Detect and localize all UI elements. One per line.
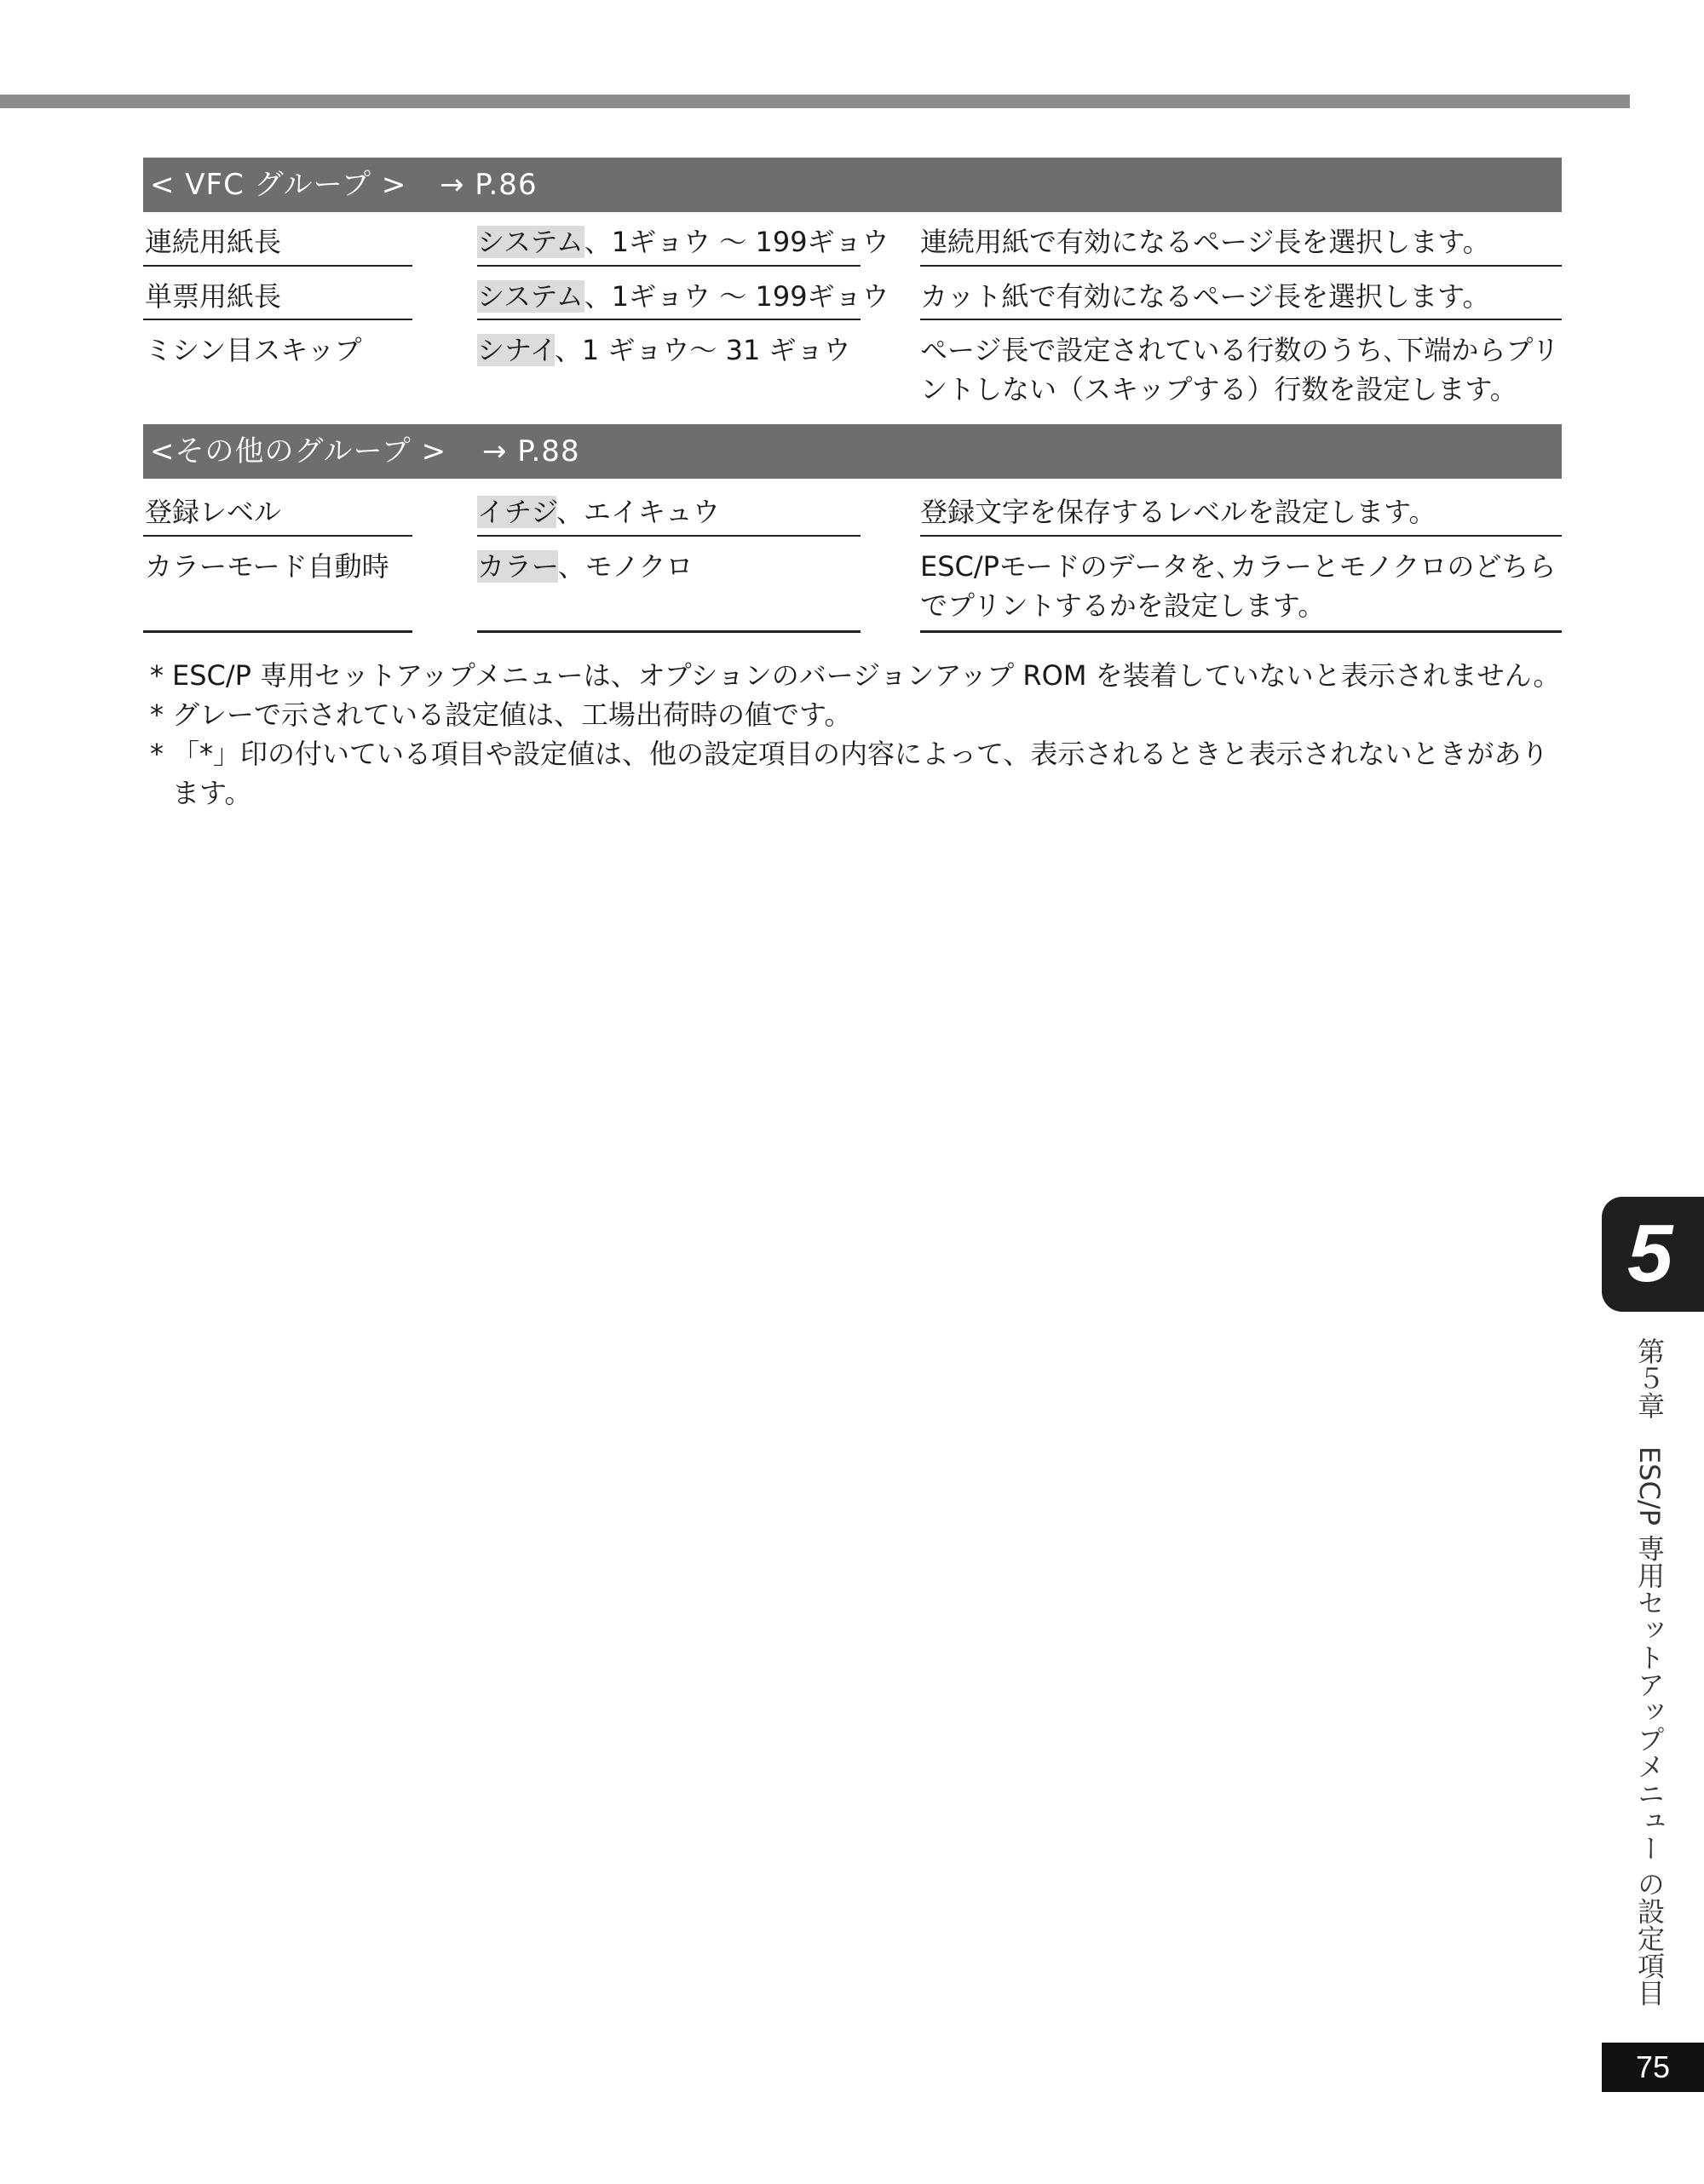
chapter-title: 第５章 ESC/P 専用セットアップメニュー の設定項目 bbox=[1633, 1337, 1666, 2007]
row-rule bbox=[143, 630, 412, 633]
row-rule bbox=[143, 535, 412, 537]
row-rule bbox=[477, 319, 861, 320]
setting-name: 単票用紙長 bbox=[145, 280, 282, 313]
footnote bbox=[147, 695, 1565, 734]
section-page-ref: → P.88 bbox=[482, 434, 580, 468]
chapter-tab bbox=[1602, 1197, 1704, 1312]
footnote-text: グレーで示されている設定値は、工場出荷時の値です。 bbox=[172, 698, 852, 731]
row-rule bbox=[920, 319, 1562, 320]
setting-name: ミシン目スキップ bbox=[145, 334, 362, 366]
section-title: < VFC グループ > bbox=[150, 168, 407, 202]
default-value: シナイ bbox=[477, 334, 555, 366]
chapter-number: 5 bbox=[1627, 1208, 1673, 1299]
row-rule bbox=[143, 319, 412, 320]
setting-values bbox=[477, 547, 693, 586]
row-rule bbox=[477, 265, 861, 267]
footnote-mark: * bbox=[150, 698, 164, 731]
row-rule bbox=[920, 535, 1562, 537]
setting-name: 登録レベル bbox=[145, 496, 282, 528]
footnote-text: 「*」印の付いている項目や設定値は、他の設定項目の内容によって、表示されるときと表示されないときがあります。 bbox=[172, 738, 1549, 809]
setting-name: 連続用紙長 bbox=[145, 226, 282, 258]
setting-description: 登録文字を保存するレベルを設定します。 bbox=[920, 496, 1436, 528]
other-values: 、1ギョウ ～ 199ギョウ bbox=[584, 226, 889, 258]
setting-description: 連続用紙で有効になるページ長を選択します。 bbox=[920, 226, 1490, 258]
setting-values bbox=[477, 330, 851, 370]
footnote-mark: * bbox=[150, 738, 164, 770]
footnote bbox=[147, 656, 1565, 695]
row-rule bbox=[477, 535, 861, 537]
setting-values bbox=[477, 222, 889, 262]
row-rule bbox=[920, 265, 1562, 267]
top-rule bbox=[0, 95, 1630, 108]
other-values: 、エイキュウ bbox=[556, 496, 720, 528]
setting-values bbox=[477, 492, 720, 532]
setting-description: ページ長で設定されている行数のうち､下端からプリントしない（スキップする）行数を設定します。 bbox=[920, 334, 1560, 405]
other-values: 、モノクロ bbox=[557, 550, 694, 583]
row-rule bbox=[477, 630, 861, 633]
section-page-ref: → P.86 bbox=[440, 168, 538, 202]
setting-name: カラーモード自動時 bbox=[145, 550, 389, 583]
row-rule bbox=[920, 630, 1562, 633]
footnote-mark: * bbox=[150, 659, 164, 692]
section-header-other bbox=[143, 424, 1562, 479]
default-value: イチジ bbox=[477, 496, 556, 528]
row-rule bbox=[143, 265, 412, 267]
page-number: 75 bbox=[1602, 2043, 1704, 2092]
other-values: 、1 ギョウ～ 31 ギョウ bbox=[554, 334, 851, 366]
footnote-text: ESC/P 専用セットアップメニューは、オプションのバージョンアップ ROM を装着していないと表示されません。 bbox=[172, 659, 1561, 692]
default-value: システム bbox=[477, 280, 584, 313]
section-header-vfc bbox=[143, 158, 1562, 212]
setting-values bbox=[477, 277, 889, 316]
footnote bbox=[147, 734, 1565, 813]
section-title: <その他のグループ > bbox=[150, 434, 447, 468]
setting-description: ESC/Pモードのデータを､カラーとモノクロのどちらでプリントするかを設定します。 bbox=[920, 550, 1557, 622]
default-value: システム bbox=[477, 226, 584, 258]
setting-description: カット紙で有効になるページ長を選択します。 bbox=[920, 280, 1490, 313]
default-value: カラー bbox=[477, 550, 558, 583]
footnotes bbox=[147, 656, 1565, 813]
other-values: 、1ギョウ ～ 199ギョウ bbox=[584, 280, 889, 313]
